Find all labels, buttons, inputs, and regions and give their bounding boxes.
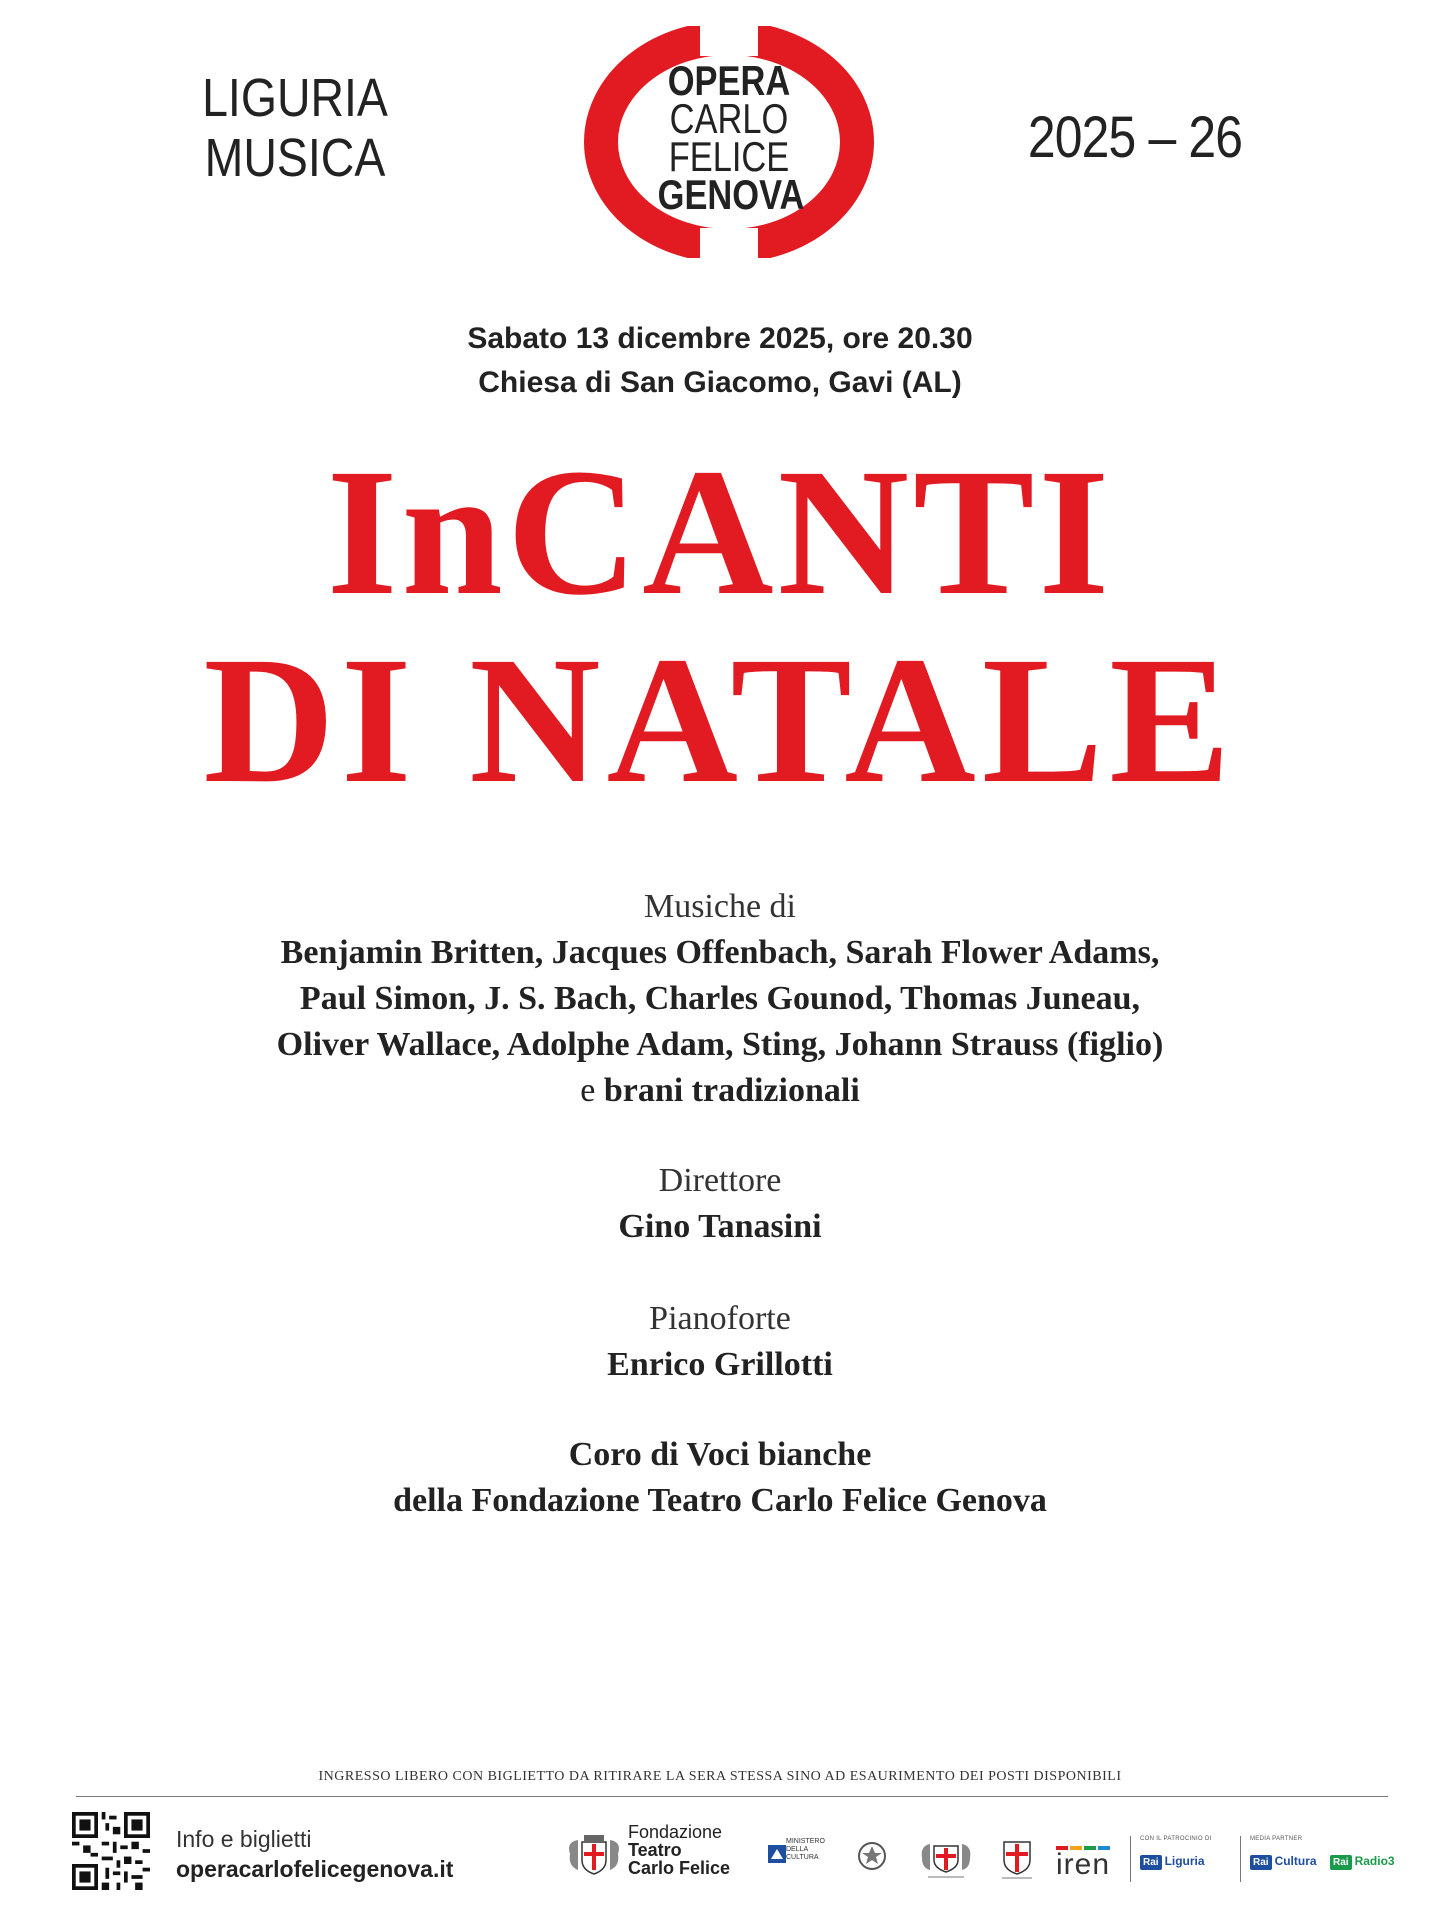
choir-line-1: Coro di Voci bianche	[568, 1436, 872, 1473]
footer-separator-2	[1240, 1836, 1241, 1882]
logo-word-genova: GENOVA	[657, 171, 805, 218]
logo-word-carlo: CARLO	[669, 95, 789, 142]
music-label: Musiche di	[643, 888, 797, 925]
rai-liguria-text: Liguria	[1164, 1854, 1205, 1868]
series-line-2: MUSICA	[204, 128, 386, 188]
fondazione-logo-text	[628, 1823, 730, 1877]
rai-cultura-text: Cultura	[1274, 1854, 1317, 1868]
footer-separator-1	[1130, 1836, 1131, 1882]
rai-radio3-logo	[1330, 1852, 1395, 1870]
fondazione-line-2: Teatro	[628, 1840, 682, 1860]
conductor-label: Direttore	[658, 1162, 782, 1199]
genova-coat-of-arms-icon	[564, 1832, 624, 1878]
composers-line-2: Paul Simon, J. S. Bach, Charles Gounod, Thomas Juneau,	[299, 980, 1141, 1017]
ministero-cultura-icon	[768, 1845, 786, 1863]
season-label: 2025 – 26	[1027, 105, 1243, 170]
footer-divider	[76, 1796, 1388, 1797]
composers-line-4	[0, 1072, 1440, 1110]
conductor-name: Gino Tanasini	[618, 1208, 822, 1245]
iren-logo: iren	[1056, 1848, 1111, 1881]
free-entry-notice: INGRESSO LIBERO CON BIGLIETTO DA RITIRARE LA SERA STESSA SINO AD ESAURIMENTO DEI POSTI DISPONIBILI	[318, 1769, 1122, 1784]
rai-radio3-badge: Rai	[1330, 1855, 1352, 1870]
title-line-1: InCANTI	[326, 432, 1114, 633]
qr-code-icon[interactable]	[72, 1812, 150, 1890]
fondazione-line-3: Carlo Felice	[628, 1858, 731, 1878]
logo-wordmark	[657, 57, 805, 218]
logo-word-opera: OPERA	[667, 57, 791, 104]
rai-radio3-text: Radio3	[1354, 1854, 1395, 1868]
title-line-2: DI NATALE	[203, 620, 1237, 821]
rai-cultura-logo	[1250, 1852, 1317, 1870]
opera-carlo-felice-logo	[582, 26, 876, 258]
composers-prefix: e	[580, 1072, 596, 1109]
event-date: Sabato 13 dicembre 2025, ore 20.30	[467, 322, 973, 355]
italian-republic-emblem-icon	[856, 1838, 888, 1874]
regione-liguria-crest-icon	[1000, 1836, 1034, 1880]
ministero-line-1: MINISTERO	[786, 1838, 825, 1845]
choir-line-2: della Fondazione Teatro Carlo Felice Genova	[393, 1482, 1047, 1519]
composers-line-3: Oliver Wallace, Adolphe Adam, Sting, Johann Strauss (figlio)	[276, 1026, 1164, 1063]
rai-liguria-badge: Rai	[1140, 1855, 1162, 1870]
logo-word-felice: FELICE	[668, 133, 790, 180]
fondazione-line-1: Fondazione	[628, 1822, 723, 1842]
media-partner-caption: MEDIA PARTNER	[1250, 1836, 1303, 1842]
rai-liguria-logo	[1140, 1852, 1205, 1870]
ministero-line-3: CULTURA	[786, 1854, 819, 1861]
series-line-1: LIGURIA	[202, 68, 388, 128]
composers-line-1: Benjamin Britten, Jacques Offenbach, Sarah Flower Adams,	[280, 934, 1160, 971]
composers-traditional: brani tradizionali	[603, 1072, 860, 1109]
series-name	[170, 68, 419, 188]
info-label: Info e biglietti	[176, 1826, 312, 1852]
comune-di-genova-crest-icon	[918, 1836, 974, 1880]
patrocinio-caption: CON IL PATROCINIO DI	[1140, 1836, 1212, 1842]
piano-label: Pianoforte	[649, 1300, 791, 1337]
event-venue: Chiesa di San Giacomo, Gavi (AL)	[478, 366, 962, 399]
rai-cultura-badge: Rai	[1250, 1855, 1272, 1870]
website-link[interactable]: operacarlofelicegenova.it	[176, 1856, 454, 1882]
piano-name: Enrico Grillotti	[607, 1346, 833, 1383]
ministero-line-2: DELLA	[786, 1846, 809, 1853]
ministero-cultura-text	[786, 1838, 825, 1862]
